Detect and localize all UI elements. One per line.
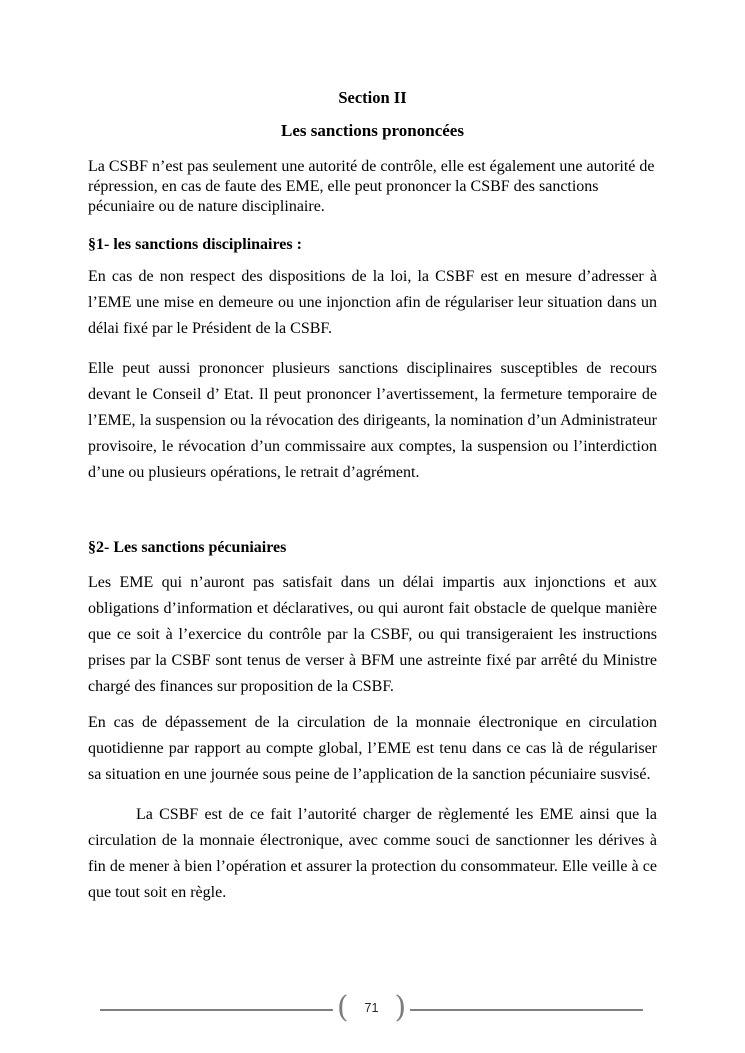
footer-rule-right	[410, 1009, 643, 1011]
section2-paragraph-2: En cas de dépassement de la circulation de la monnaie électronique en circulation quotidienne par rapport au compte global, l’EME est tenu dans ce cas là de régulariser sa situation en une journée sous peine de l’application de la sanction pécuniaire susvisé.	[88, 714, 657, 783]
document-content	[88, 0, 657, 906]
section-subtitle: Les sanctions prononcées	[281, 121, 464, 140]
section2-paragraph-1: Les EME qui n’auront pas satisfait dans un délai impartis aux injonctions et aux obligations d’information et déclaratives, ou qui auront fait obstacle de quelque manière que ce soit à l’exercice du contrôle par la CSBF, ou qui transigeraient les instructions prises par la CSBF sont tenus de verser à BFM une astreinte fixé par arrêté du Ministre chargé des finances sur proposition de la CSBF.	[88, 574, 657, 695]
section-title: Section II	[338, 88, 407, 107]
subsection-2-heading: §2- Les sanctions pécuniaires	[88, 539, 287, 556]
right-bracket-glyph: )	[394, 990, 407, 1025]
subsection-1-heading: §1- les sanctions disciplinaires :	[88, 236, 302, 253]
section2-paragraph-3: La CSBF est de ce fait l’autorité charger de règlementé les EME ainsi que la circulation de la monnaie électronique, avec comme souci de sanctionner les dérives à fin de mener à bien l’opération et assurer la protection du consommateur. Elle veille à ce que tout soit en règle.	[88, 806, 657, 901]
intro-paragraph: La CSBF n’est pas seulement une autorité de contrôle, elle est également une autorité de répression, en cas de faute des EME, elle peut prononcer la CSBF des sanctions pécuniaire ou de nature disciplinaire.	[88, 158, 655, 215]
footer-rule-left	[100, 1009, 333, 1011]
section1-paragraph-2: Elle peut aussi prononcer plusieurs sanctions disciplinaires susceptibles de recours devant le Conseil d’ Etat. Il peut prononcer l’avertissement, la fermeture temporaire de l’EME, la suspension ou la révocation des dirigeants, la nomination d’un Administrateur provisoire, le révocation d’un commissaire aux comptes, la suspension ou l’interdiction d’une ou plusieurs opérations, le retrait d’agrément.	[88, 360, 657, 481]
left-bracket-glyph: (	[336, 990, 349, 1025]
page-footer	[100, 990, 643, 1025]
page-number: 71	[364, 1001, 379, 1015]
section1-paragraph-1: En cas de non respect des dispositions de la loi, la CSBF est en mesure d’adresser à l’EME une mise en demeure ou une injonction afin de régulariser leur situation dans un délai fixé par le Président de la CSBF.	[88, 268, 657, 337]
